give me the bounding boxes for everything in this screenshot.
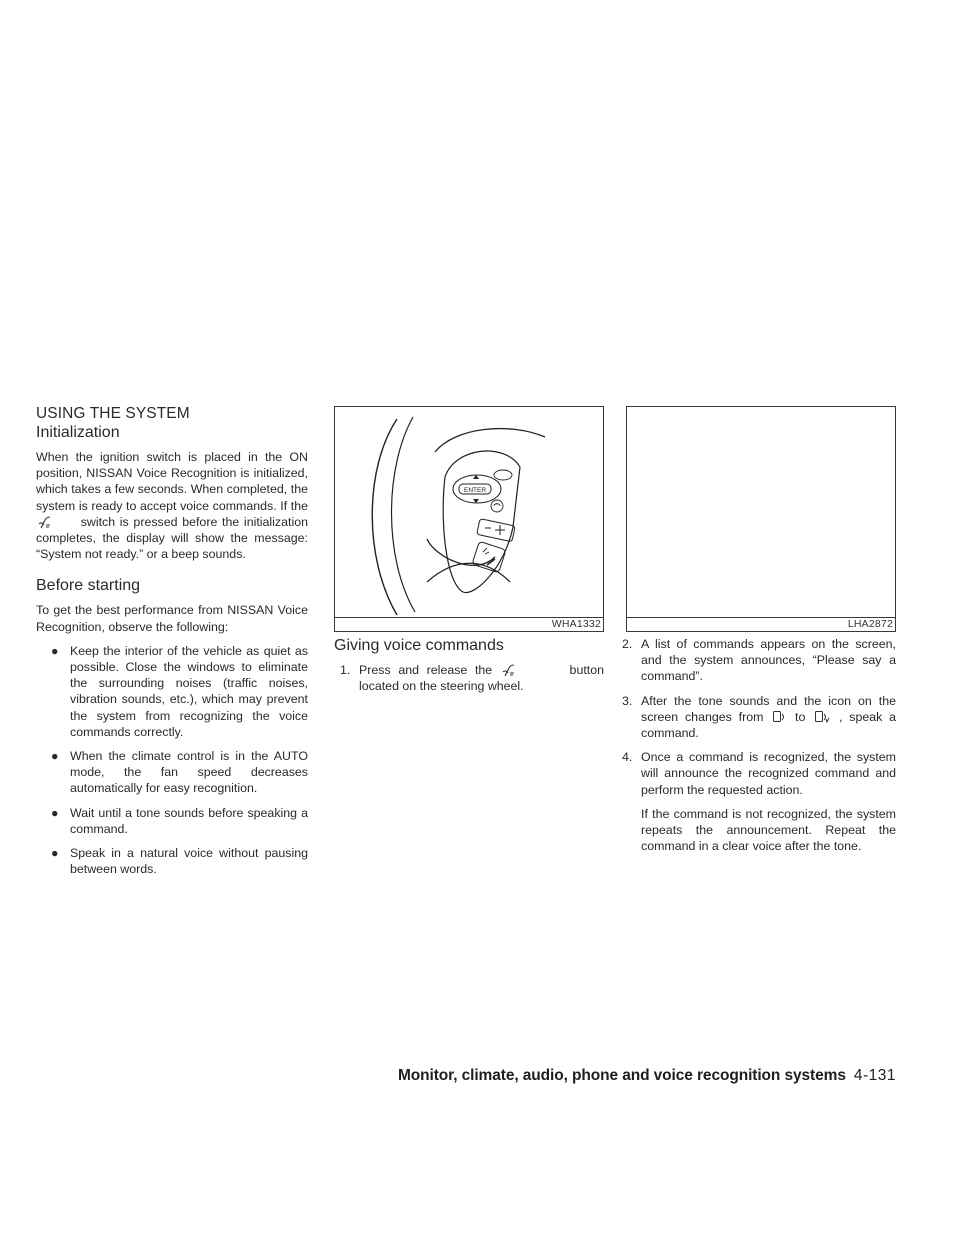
enter-button-label: ENTER [463,487,487,494]
tip-text: Keep the interior of the vehicle as quiet as possible. Close the windows to eliminate the surrounding noises (traffic noises, vibration sounds, etc.), which may prevent the system from recognizing the voice commands correctly. [70,643,308,739]
init-text-b: switch is pressed before the initialization completes, the display will show the message: “System not ready.” or a beep sounds. [36,514,308,562]
step-continuation: If the command is not recognized, the system repeats the announcement. Repeat the command in a clear voice after the tone. [641,806,896,854]
tips-list [36,643,308,878]
listening-ready-icon [772,710,786,724]
step-text: Once a command is recognized, the system will announce the recognized command and perform the requested action. [641,750,896,797]
bullet-icon: ● [51,749,59,764]
talk-switch-icon [502,664,516,677]
list-item [622,749,896,854]
list-item [36,643,308,740]
step3-text-c: , speak a command. [641,709,897,741]
tip-text: Wait until a tone sounds before speaking a command. [70,805,308,836]
heading-giving-voice-commands: Giving voice commands [334,637,504,654]
steps-list-continued [622,636,896,854]
step-text [359,662,604,694]
init-text-a: When the ignition switch is placed in the ON position, NISSAN Voice Recognition is initialized, which takes a few seconds. When completed, the system is ready to accept voice commands. If the [36,450,308,513]
step1-text-b: button located on the steering wheel. [359,663,604,694]
heading-initialization: Initialization [36,424,120,441]
list-item [36,845,308,877]
list-item [36,748,308,797]
bullet-icon: ● [51,643,59,658]
list-item [622,636,896,685]
list-item [36,805,308,837]
page-footer [0,1067,896,1085]
step1-text-a: Press and release the [359,663,493,677]
steps-list [334,662,604,694]
bullet-icon: ● [51,846,59,861]
steering-wheel-figure [334,406,604,632]
figure-code: LHA2872 [847,618,893,630]
step-number: 1. [340,663,351,677]
initialization-paragraph [36,449,308,562]
step-text [641,693,896,742]
before-intro: To get the best performance from NISSAN Voice Recognition, observe the following: [36,603,308,634]
step-number: 2. [622,637,633,651]
left-column [36,404,308,885]
bullet-icon: ● [51,805,59,820]
tip-text: When the climate control is in the AUTO mode, the fan speed decreases automatically for easy recognition. [70,749,308,796]
steering-wheel-illustration [335,407,603,617]
step3-text-a: After the tone sounds and the icon on the screen changes from [641,693,896,724]
listening-active-icon [814,710,830,724]
tip-text: Speak in a natural voice without pausing between words. [70,846,308,877]
talk-switch-icon [38,516,52,529]
screen-figure [626,406,896,632]
section-title: USING THE SYSTEM [36,405,190,422]
step-number: 4. [622,750,633,765]
list-item [622,693,896,742]
chapter-title: Monitor, climate, audio, phone and voice recognition systems [397,1067,846,1084]
list-item [340,662,604,694]
step-text: A list of commands appears on the screen, and the system announces, “Please say a command”. [641,637,896,684]
heading-before-starting: Before starting [36,577,141,595]
figure-code: WHA1332 [551,618,601,630]
page-number: 4-131 [853,1067,896,1084]
step-number: 3. [622,693,633,708]
middle-column [334,636,604,702]
right-column [622,636,896,862]
step3-text-b: to [795,709,806,724]
